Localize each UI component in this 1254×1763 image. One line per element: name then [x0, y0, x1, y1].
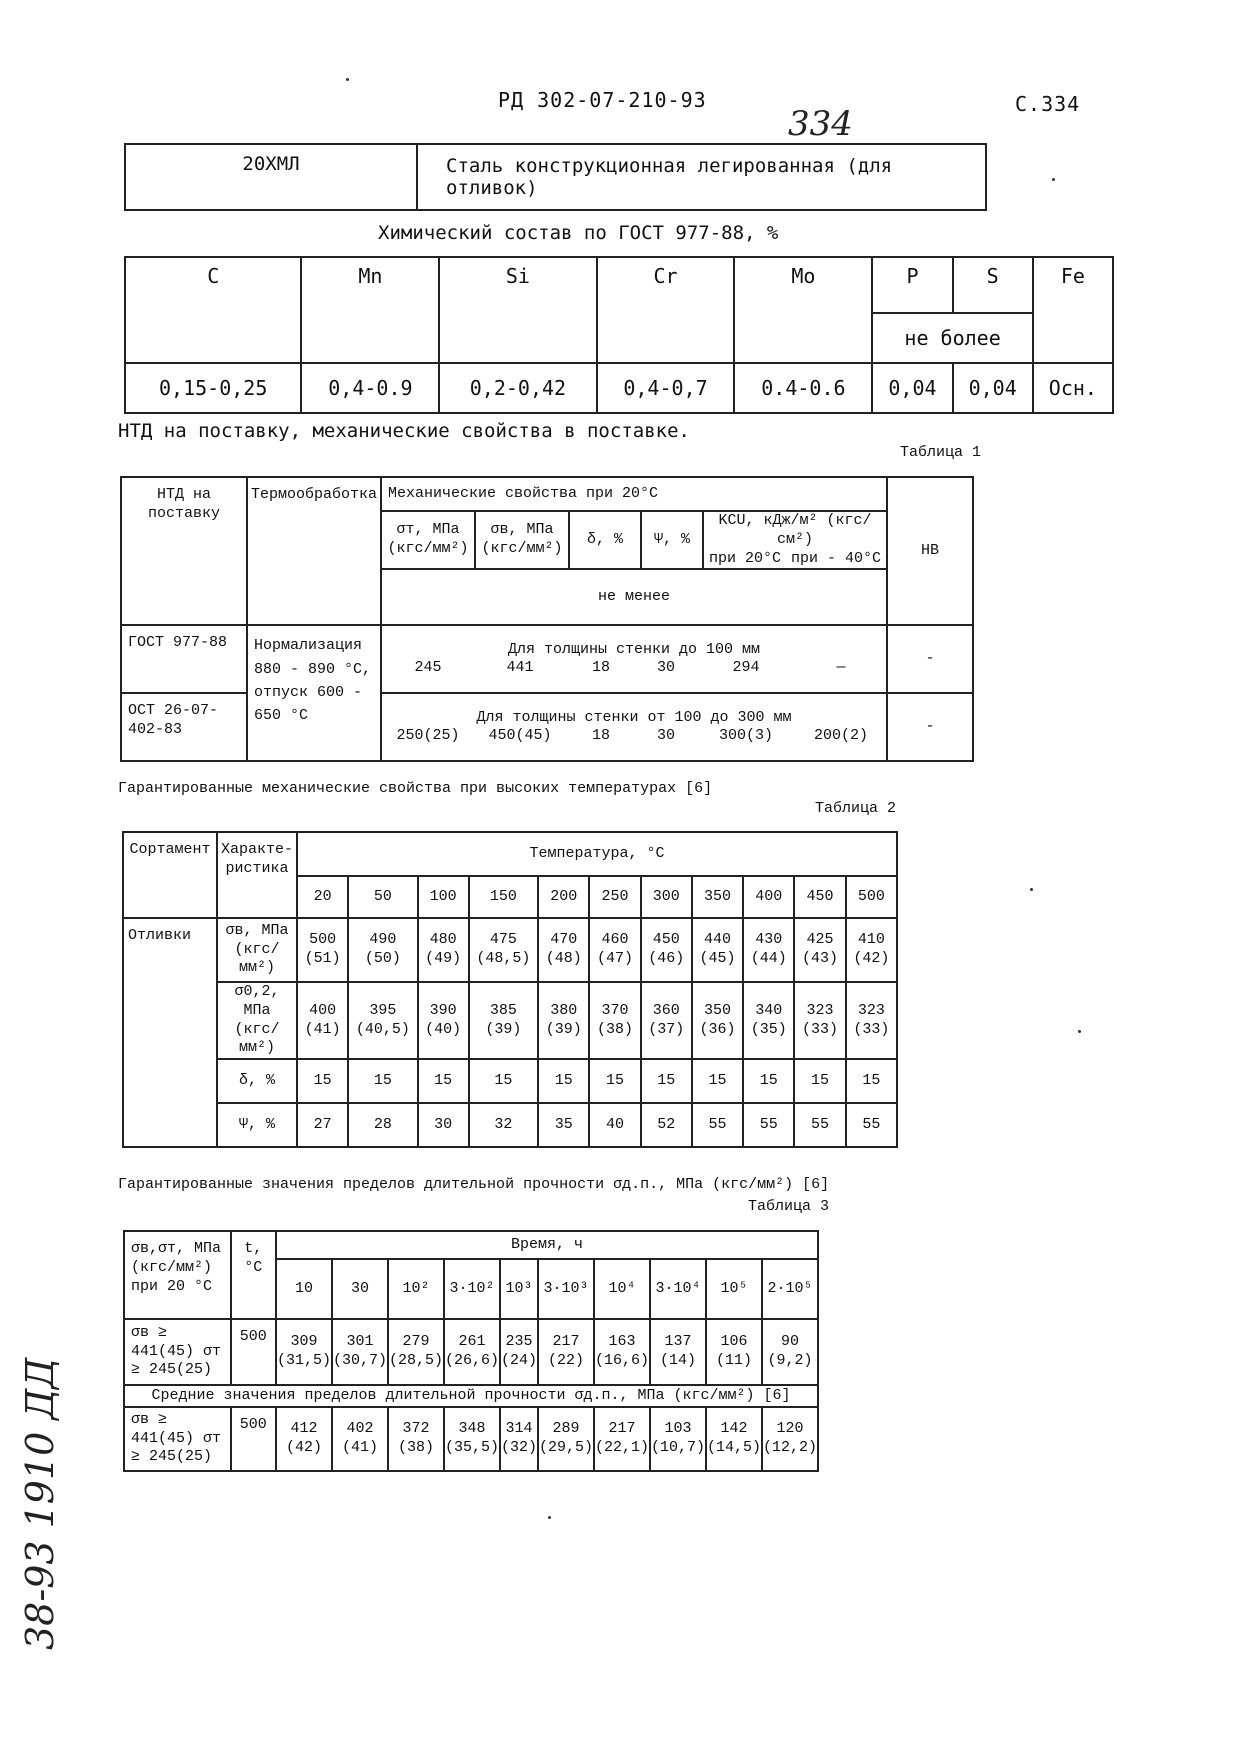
t2-cell: 470 (48)	[538, 918, 589, 982]
t1-h-sigma-v: σв, МПа (кгс/мм²)	[475, 511, 569, 569]
chem-caption: Химический состав по ГОСТ 977-88, %	[378, 222, 779, 244]
t2-cell: 15	[743, 1059, 794, 1103]
t1-val: 300(3)	[718, 727, 773, 745]
t2-cell: 340 (35)	[743, 982, 794, 1059]
t2-cell: 52	[641, 1103, 692, 1147]
t3-avg-cell: 289 (29,5)	[538, 1407, 594, 1471]
t1-val: 30	[656, 659, 675, 677]
page-number: С.334	[1015, 92, 1081, 116]
chem-value: 0,04	[953, 363, 1033, 413]
t1-hb-1: -	[887, 693, 973, 761]
t3-h-time: Время, ч	[276, 1231, 818, 1259]
t3-guar-cell: 217 (22)	[538, 1319, 594, 1385]
t3-avg-cell: 314 (32)	[500, 1407, 538, 1471]
t3-guar-cell: 90 (9,2)	[762, 1319, 818, 1385]
t3-avg-cell: 217 (22,1)	[594, 1407, 650, 1471]
t1-hb-0: -	[887, 625, 973, 693]
t2-cell: 500 (51)	[297, 918, 348, 982]
t2-cell: 55	[692, 1103, 743, 1147]
t3-guar-cell: 279 (28,5)	[388, 1319, 444, 1385]
t3-guar-cell: 301 (30,7)	[332, 1319, 388, 1385]
t2-cell: 360 (37)	[641, 982, 692, 1059]
t2-temp-header: 200	[538, 876, 589, 918]
t2-cell: 475 (48,5)	[469, 918, 538, 982]
t2-h-char: Характе-ристика	[217, 832, 297, 918]
document-code: РД 302-07-210-93	[498, 88, 707, 112]
grade-box	[124, 143, 987, 211]
t1-ntd-1: ОСТ 26-07-402-83	[121, 693, 247, 761]
t1-vals-0	[382, 659, 886, 678]
t2-temp-header: 450	[794, 876, 845, 918]
t2-char: δ, %	[217, 1059, 297, 1103]
t3-guar-cell: 163 (16,6)	[594, 1319, 650, 1385]
t3-avg-cell: 120 (12,2)	[762, 1407, 818, 1471]
t2-cell: 40	[589, 1103, 640, 1147]
chem-value: 0,15-0,25	[125, 363, 301, 413]
t2-temp-header: 50	[348, 876, 417, 918]
t2-cell: 15	[641, 1059, 692, 1103]
t3-cond-avg: σв ≥ 441(45) σт ≥ 245(25)	[124, 1407, 231, 1471]
t1-h-heat: Термообработка	[247, 477, 381, 625]
t3-guar-cell: 106 (11)	[706, 1319, 762, 1385]
handwritten-page-number: 334	[788, 104, 853, 144]
t2-cell: 400 (41)	[297, 982, 348, 1059]
scan-speck	[1052, 178, 1055, 181]
t2-cell: 395 (40,5)	[348, 982, 417, 1059]
chem-element-header: Fe	[1033, 257, 1113, 363]
grade-name: 20ХМЛ	[125, 144, 417, 210]
t3-avg-cell: 412 (42)	[276, 1407, 332, 1471]
t1-val: 294	[732, 659, 760, 677]
t3-guar-cell: 137 (14)	[650, 1319, 706, 1385]
t2-cell: 450 (46)	[641, 918, 692, 982]
t3-avg-title: Средние значения пределов длительной прочности σд.п., МПа (кгс/мм²) [6]	[124, 1385, 818, 1407]
t1-h-min: не менее	[381, 569, 887, 625]
table2	[122, 831, 898, 1148]
t2-cell: 370 (38)	[589, 982, 640, 1059]
t2-cell: 55	[794, 1103, 845, 1147]
t2-cell: 28	[348, 1103, 417, 1147]
t3-guar-cell: 309 (31,5)	[276, 1319, 332, 1385]
t2-cell: 323 (33)	[794, 982, 845, 1059]
t1-val: 441	[506, 659, 534, 677]
t2-cell: 350 (36)	[692, 982, 743, 1059]
t3-temp-guar: 500	[231, 1319, 276, 1385]
t1-val: 30	[656, 727, 675, 745]
t2-cell: 410 (42)	[846, 918, 897, 982]
chem-element-header: S	[953, 257, 1033, 313]
t2-temp-header: 300	[641, 876, 692, 918]
t1-note-0: Для толщины стенки до 100 мм	[507, 640, 761, 658]
t2-h-temp: Температура, °С	[297, 832, 897, 876]
t3-temp-avg: 500	[231, 1407, 276, 1471]
t3-h-t: t, °С	[231, 1231, 276, 1319]
t1-val: 18	[591, 659, 610, 677]
t1-val: 18	[591, 727, 610, 745]
chem-limit-note: не более	[872, 313, 1032, 363]
t2-cell: 55	[846, 1103, 897, 1147]
t1-val: 245	[414, 659, 442, 677]
t1-h-kcu	[703, 511, 887, 569]
chem-value: 0,4-0,7	[597, 363, 735, 413]
t2-temp-header: 100	[418, 876, 469, 918]
scan-speck	[1030, 888, 1033, 891]
t1-heat-treatment: Нормализация 880 - 890 °С, отпуск 600 - 650 °С	[247, 625, 381, 761]
t1-h-hb: НВ	[887, 477, 973, 625]
chem-element-header: Mn	[301, 257, 439, 363]
t1-val: 200(2)	[813, 727, 868, 745]
t2-temp-header: 350	[692, 876, 743, 918]
t1-h-ntd: НТД на поставку	[121, 477, 247, 625]
chem-element-header: C	[125, 257, 301, 363]
t3-time-header: 3·10⁴	[650, 1259, 706, 1319]
t3-guar-cell: 261 (26,6)	[444, 1319, 500, 1385]
chem-value: 0,2-0,42	[439, 363, 596, 413]
t2-cell: 430 (44)	[743, 918, 794, 982]
t1-note-1: Для толщины стенки от 100 до 300 мм	[476, 708, 792, 726]
scan-speck	[548, 1516, 551, 1519]
t3-h-stress: σв,σт, МПа (кгс/мм²) при 20 °С	[124, 1231, 231, 1319]
t3-avg-cell: 142 (14,5)	[706, 1407, 762, 1471]
t1-h-kcu40: при - 40°С	[790, 549, 881, 567]
t1-h-mech: Механические свойства при 20°С	[381, 477, 887, 511]
t3-avg-cell: 103 (10,7)	[650, 1407, 706, 1471]
side-handwritten-note: 38-93 1910 ДД	[18, 1357, 62, 1650]
chem-element-header: Cr	[597, 257, 735, 363]
t2-cell: 480 (49)	[418, 918, 469, 982]
t1-h-sigma-t: σт, МПа (кгс/мм²)	[381, 511, 475, 569]
chem-table	[124, 256, 1114, 414]
table3-caption: Гарантированные значения пределов длительной прочности σд.п., МПа (кгс/мм²) [6]	[118, 1176, 830, 1193]
t3-cond-guar: σв ≥ 441(45) σт ≥ 245(25)	[124, 1319, 231, 1385]
t3-time-header: 3·10²	[444, 1259, 500, 1319]
t3-time-header: 10⁵	[706, 1259, 762, 1319]
table3	[123, 1230, 819, 1472]
t1-vals-1	[382, 727, 886, 746]
t1-row-1	[381, 693, 887, 761]
t2-cell: 15	[469, 1059, 538, 1103]
table2-caption: Гарантированные механические свойства при высоких температурах [6]	[118, 780, 713, 797]
chem-element-header: Mo	[734, 257, 872, 363]
t2-cell: 490 (50)	[348, 918, 417, 982]
t2-cell: 380 (39)	[538, 982, 589, 1059]
t2-cell: 15	[589, 1059, 640, 1103]
t3-avg-cell: 372 (38)	[388, 1407, 444, 1471]
t2-cell: 15	[846, 1059, 897, 1103]
t2-cell: 425 (43)	[794, 918, 845, 982]
t2-temp-header: 150	[469, 876, 538, 918]
t2-temp-header: 500	[846, 876, 897, 918]
t3-time-header: 10	[276, 1259, 332, 1319]
t2-cell: 15	[297, 1059, 348, 1103]
t2-cell: 35	[538, 1103, 589, 1147]
t2-sort: Отливки	[123, 918, 217, 1147]
t2-cell: 15	[692, 1059, 743, 1103]
t1-h-kcu20: при 20°С	[708, 549, 781, 567]
t2-h-sort: Сортамент	[123, 832, 217, 918]
scan-speck	[346, 78, 349, 81]
t2-cell: 15	[418, 1059, 469, 1103]
t2-temp-header: 250	[589, 876, 640, 918]
t3-time-header: 3·10³	[538, 1259, 594, 1319]
t2-cell: 323 (33)	[846, 982, 897, 1059]
t2-cell: 32	[469, 1103, 538, 1147]
t2-cell: 55	[743, 1103, 794, 1147]
t1-ntd-0: ГОСТ 977-88	[121, 625, 247, 693]
t3-time-header: 30	[332, 1259, 388, 1319]
chem-element-header: P	[872, 257, 952, 313]
t3-time-header: 2·10⁵	[762, 1259, 818, 1319]
table3-label: Таблица 3	[748, 1198, 830, 1215]
t2-cell: 390 (40)	[418, 982, 469, 1059]
chem-value: 0,04	[872, 363, 952, 413]
table1-label: Таблица 1	[900, 444, 982, 461]
chem-value: 0.4-0.6	[734, 363, 872, 413]
grade-description: Сталь конструкционная легированная (для отливок)	[417, 144, 986, 210]
chem-value: 0,4-0.9	[301, 363, 439, 413]
chem-element-header: Si	[439, 257, 596, 363]
t1-h-psi: Ψ, %	[641, 511, 703, 569]
t1-val: —	[836, 659, 846, 677]
t2-temp-header: 20	[297, 876, 348, 918]
t2-cell: 15	[538, 1059, 589, 1103]
t1-val: 250(25)	[396, 727, 460, 745]
t3-avg-cell: 348 (35,5)	[444, 1407, 500, 1471]
t3-time-header: 10³	[500, 1259, 538, 1319]
ntd-heading: НТД на поставку, механические свойства в поставке.	[118, 420, 690, 442]
chem-value: Осн.	[1033, 363, 1113, 413]
t2-char: σв, МПа (кгс/мм²)	[217, 918, 297, 982]
t1-row-0	[381, 625, 887, 693]
t2-char: Ψ, %	[217, 1103, 297, 1147]
t2-cell: 385 (39)	[469, 982, 538, 1059]
t1-h-kcu-temps	[704, 550, 886, 569]
t2-cell: 15	[794, 1059, 845, 1103]
table2-label: Таблица 2	[815, 800, 897, 817]
t2-cell: 15	[348, 1059, 417, 1103]
scan-speck	[1078, 1030, 1081, 1033]
t3-guar-cell: 235 (24)	[500, 1319, 538, 1385]
t2-cell: 440 (45)	[692, 918, 743, 982]
table1	[120, 476, 974, 762]
t2-cell: 30	[418, 1103, 469, 1147]
t1-h-delta: δ, %	[569, 511, 641, 569]
t3-time-header: 10⁴	[594, 1259, 650, 1319]
t2-cell: 460 (47)	[589, 918, 640, 982]
t2-temp-header: 400	[743, 876, 794, 918]
t1-h-kcu-units: KCU, кДж/м² (кгс/см²)	[718, 512, 872, 548]
t3-avg-cell: 402 (41)	[332, 1407, 388, 1471]
t2-cell: 27	[297, 1103, 348, 1147]
t1-val: 450(45)	[488, 727, 552, 745]
t2-char: σ0,2, МПа (кгс/мм²)	[217, 982, 297, 1059]
t3-time-header: 10²	[388, 1259, 444, 1319]
